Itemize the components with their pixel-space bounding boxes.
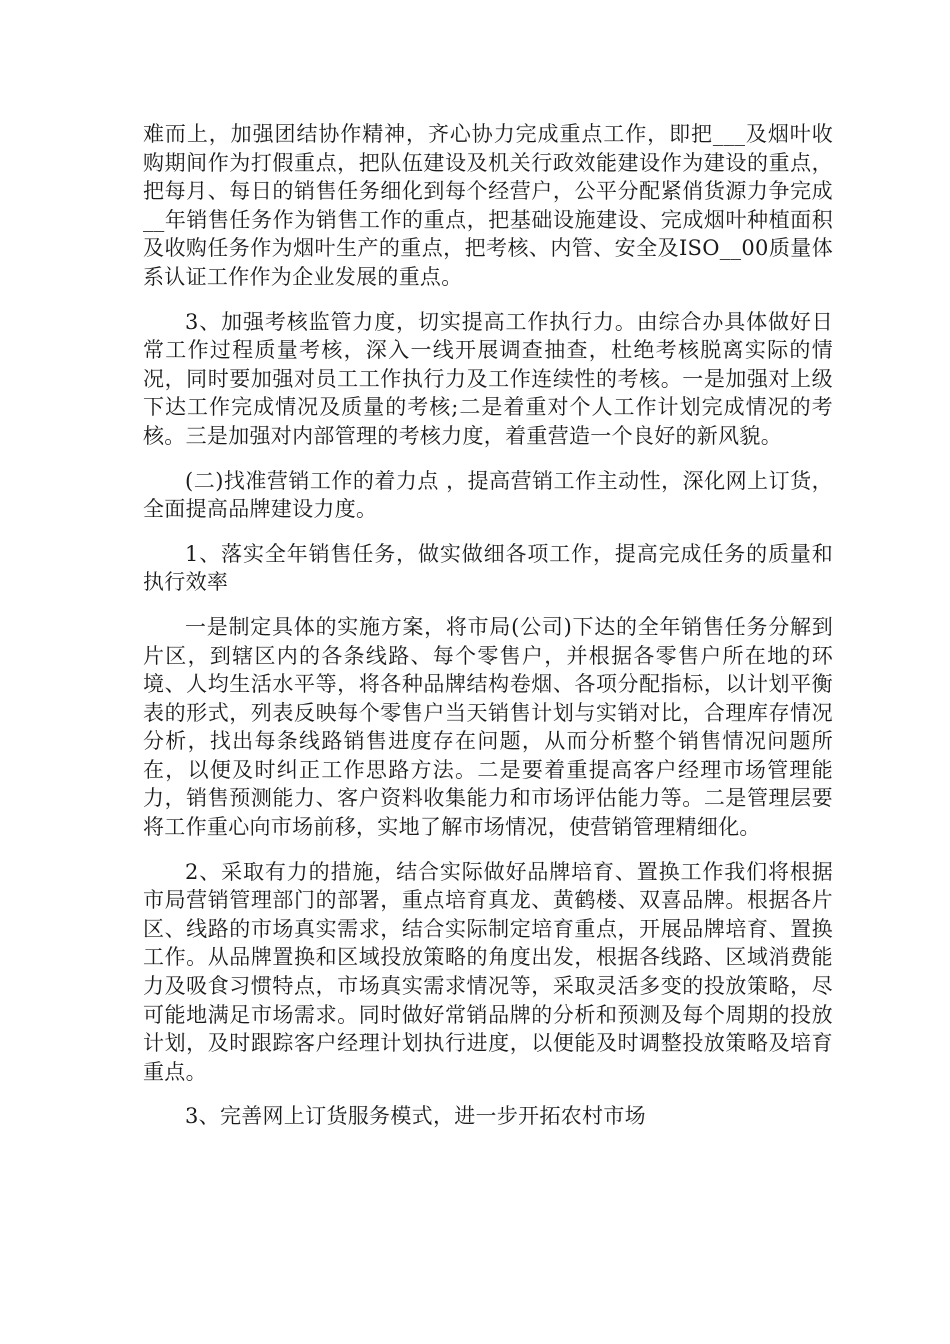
item-heading-sales-tasks: 1、落实全年销售任务，做实做细各项工作，提高完成任务的质量和执行效率 bbox=[143, 541, 833, 595]
paragraph-brand-cultivation: 2、采取有力的措施，结合实际做好品牌培育、置换工作我们将根据市局营销管理部门的部署，重点培育真龙、黄鹤楼、双喜品牌。根据各片区、线路的市场真实需求，结合实际制定培育重点，开展品牌培育、置换工作。从品牌置换和区域投放策略的角度出发，根据各线路、区域消费能力及吸食习惯特点，市场真实需求情况等，采取灵活多变的投放策略，尽可能地满足市场需求。同时做好常销品牌的分析和预测及每个周期的投放计划，及时跟踪客户经理计划执行进度，以便能及时调整投放策略及培育重点。 bbox=[143, 859, 833, 1084]
section-heading-marketing: (二)找准营销工作的着力点 ，提高营销工作主动性，深化网上订货，全面提高品牌建设力度。 bbox=[143, 468, 833, 522]
paragraph-continuation: 难而上，加强团结协作精神，齐心协力完成重点工作，即把___及烟叶收购期间作为打假重点，把队伍建设及机关行政效能建设作为建设的重点，把每月、每日的销售任务细化到每个经营户，公平分配紧俏货源力争完成__年销售任务作为销售工作的重点，把基础设施建设、完成烟叶种植面积及收购任务作为烟叶生产的重点，把考核、内管、安全及ISO__00质量体系认证工作作为企业发展的重点。 bbox=[143, 122, 833, 289]
paragraph-assessment: 3、加强考核监管力度，切实提高工作执行力。由综合办具体做好日常工作过程质量考核，深入一线开展调查抽查，杜绝考核脱离实际的情况，同时要加强对员工工作执行力及工作连续性的考核。一是加强对上级下达工作完成情况及质量的考核;二是着重对个人工作计划完成情况的考核。三是加强对内部管理的考核力度，着重营造一个良好的新风貌。 bbox=[143, 309, 833, 448]
paragraph-implementation-plan: 一是制定具体的实施方案，将市局(公司)下达的全年销售任务分解到片区，到辖区内的各条线路、每个零售户，并根据各零售户所在地的环境、人均生活水平等，将各种品牌结构卷烟、各项分配指标，以计划平衡表的形式，列表反映每个零售户当天销售计划与实销对比，合理库存情况分析，找出每条线路销售进度存在问题，从而分析整个销售情况问题所在，以便及时纠正工作思路方法。二是要着重提高客户经理市场管理能力，销售预测能力、客户资料收集能力和市场评估能力等。二是管理层要将工作重心向市场前移，实地了解市场情况，使营销管理精细化。 bbox=[143, 614, 833, 840]
item-heading-online-ordering: 3、完善网上订货服务模式，进一步开拓农村市场 bbox=[185, 1104, 646, 1129]
document-body bbox=[143, 120, 833, 1147]
